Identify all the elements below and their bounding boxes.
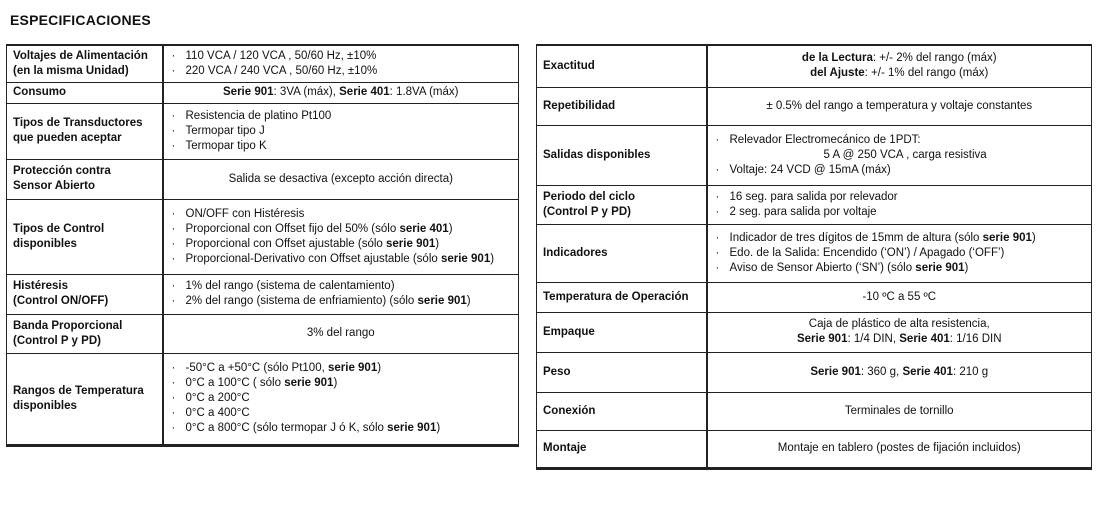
spec-row-montaje bbox=[537, 430, 1092, 468]
spec-value: · Resistencia de platino Pt100 · Termopar tipo J · Termopar tipo K bbox=[163, 103, 519, 159]
spec-value: Serie 901: 360 g, Serie 401: 210 g bbox=[707, 352, 1092, 392]
spec-value: ± 0.5% del rango a temperatura y voltaje constantes bbox=[707, 87, 1092, 125]
spec-label: Voltajes de Alimentación (en la misma Unidad) bbox=[7, 45, 163, 82]
spec-label: Tipos de Transductores que pueden aceptar bbox=[7, 103, 163, 159]
spec-label: Periodo del ciclo (Control P y PD) bbox=[537, 185, 707, 224]
spec-value: Montaje en tablero (postes de fijación incluidos) bbox=[707, 430, 1092, 468]
spec-label: Peso bbox=[537, 352, 707, 392]
spec-value: 3% del rango bbox=[163, 314, 519, 353]
spec-value: · ON/OFF con Histéresis · Proporcional con Offset fijo del 50% (sólo serie 401) · Proporcional con Offset ajustable (sólo serie 901) · Proporcional-Derivativo con Offset ajustable (sólo serie 901) bbox=[163, 199, 519, 274]
spec-row-rangos bbox=[7, 353, 519, 445]
spec-label: Montaje bbox=[537, 430, 707, 468]
spec-label: Exactitud bbox=[537, 45, 707, 87]
spec-row-control bbox=[7, 199, 519, 274]
spec-value: · -50°C a +50°C (sólo Pt100, serie 901) · 0°C a 100°C ( sólo serie 901) · 0°C a 200°C · 0°C a 400°C · 0°C a 800°C (sólo termopar J ó K, sólo serie 901) bbox=[163, 353, 519, 445]
spec-label: Repetibilidad bbox=[537, 87, 707, 125]
spec-value: Salida se desactiva (excepto acción directa) bbox=[163, 159, 519, 199]
spec-row-temperatura-operacion bbox=[537, 282, 1092, 312]
spec-row-proteccion bbox=[7, 159, 519, 199]
spec-row-peso bbox=[537, 352, 1092, 392]
spec-label: Rangos de Temperatura disponibles bbox=[7, 353, 163, 445]
page-title: ESPECIFICACIONES bbox=[10, 12, 151, 28]
spec-row-transductores bbox=[7, 103, 519, 159]
spec-row-consumo bbox=[7, 82, 519, 103]
spec-value: Terminales de tornillo bbox=[707, 392, 1092, 430]
spec-value: · Relevador Electromecánico de 1PDT: 5 A @ 250 VCA , carga resistiva · Voltaje: 24 VCD @ 15mA (máx) bbox=[707, 125, 1092, 185]
spec-row-periodo bbox=[537, 185, 1092, 224]
spec-value: Serie 901: 3VA (máx), Serie 401: 1.8VA (máx) bbox=[163, 82, 519, 103]
specs-table-right bbox=[536, 44, 1092, 470]
spec-label: Conexión bbox=[537, 392, 707, 430]
spec-value: · Indicador de tres dígitos de 15mm de altura (sólo serie 901) · Edo. de la Salida: Encendido (‘ON’) / Apagado (‘OFF’) · Aviso de Sensor Abierto (‘SN’) (sólo serie 901) bbox=[707, 224, 1092, 282]
spec-label: Empaque bbox=[537, 312, 707, 352]
spec-label: Consumo bbox=[7, 82, 163, 103]
spec-row-indicadores bbox=[537, 224, 1092, 282]
spec-label: Banda Proporcional (Control P y PD) bbox=[7, 314, 163, 353]
spec-label: Indicadores bbox=[537, 224, 707, 282]
spec-value: · 16 seg. para salida por relevador · 2 seg. para salida por voltaje bbox=[707, 185, 1092, 224]
spec-label: Temperatura de Operación bbox=[537, 282, 707, 312]
spec-value: · 110 VCA / 120 VCA , 50/60 Hz, ±10% · 220 VCA / 240 VCA , 50/60 Hz, ±10% bbox=[163, 45, 519, 82]
spec-label: Protección contra Sensor Abierto bbox=[7, 159, 163, 199]
spec-row-exactitud bbox=[537, 45, 1092, 87]
spec-label: Histéresis (Control ON/OFF) bbox=[7, 274, 163, 314]
spec-value: de la Lectura: +/- 2% del rango (máx) del Ajuste: +/- 1% del rango (máx) bbox=[707, 45, 1092, 87]
specs-table-left bbox=[6, 44, 519, 447]
spec-row-empaque bbox=[537, 312, 1092, 352]
spec-row-alimentacion bbox=[7, 45, 519, 82]
spec-row-conexion bbox=[537, 392, 1092, 430]
spec-row-repetibilidad bbox=[537, 87, 1092, 125]
spec-row-banda bbox=[7, 314, 519, 353]
spec-value: Caja de plástico de alta resistencia, Serie 901: 1/4 DIN, Serie 401: 1/16 DIN bbox=[707, 312, 1092, 352]
spec-label: Tipos de Control disponibles bbox=[7, 199, 163, 274]
spec-label: Salidas disponibles bbox=[537, 125, 707, 185]
spec-row-salidas bbox=[537, 125, 1092, 185]
spec-value: · 1% del rango (sistema de calentamiento) · 2% del rango (sistema de enfriamiento) (sólo serie 901) bbox=[163, 274, 519, 314]
spec-value: -10 ºC a 55 ºC bbox=[707, 282, 1092, 312]
spec-row-histeresis bbox=[7, 274, 519, 314]
